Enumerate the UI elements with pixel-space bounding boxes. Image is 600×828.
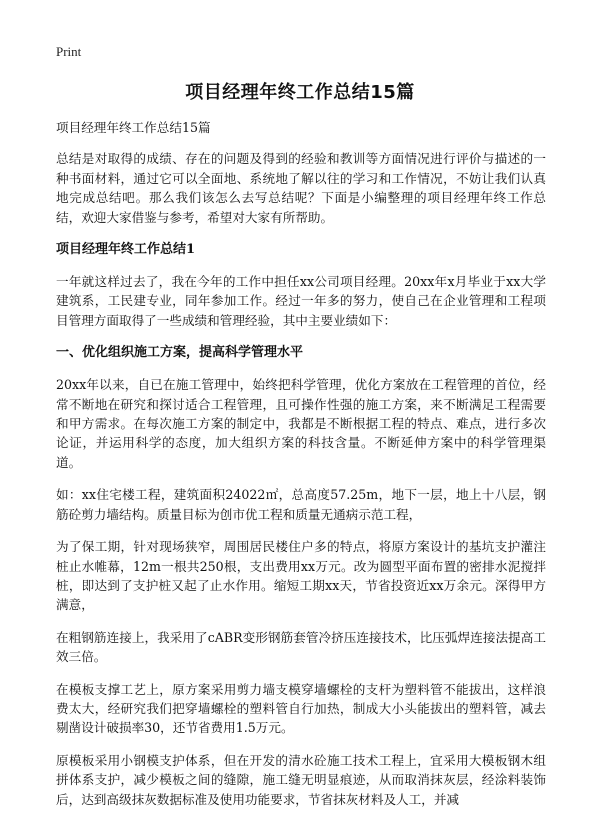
section-heading: 项目经理年终工作总结1: [56, 242, 196, 258]
paragraph: 在模板支撑工艺上，原方案采用剪力墙支模穿墙螺栓的支杆为塑料管不能拔出，这样浪费太大，经研究我们把穿墙螺栓的塑料管自行加热，制成大小头能拔出的塑料管，减去剔凿设计破损率30，还节省费用1.5万元。: [56, 681, 546, 736]
subsection-heading: 一、优化组织施工方案，提高科学管理水平: [56, 345, 304, 361]
article-subtitle: 项目经理年终工作总结15篇: [56, 120, 211, 135]
article-body: [56, 118, 546, 822]
paragraph: 一年就这样过去了，我在今年的工作中担任xx公司项目经理。20xx年x月毕业于xx大学建筑系，工民建专业，同年参加工作。经过一年多的努力，使自己在企业管理和工程项目管理方面取得了一些成绩和管理经验，其中主要业绩如下：: [56, 274, 546, 328]
intro-paragraph: 总结是对取得的成绩、存在的问题及得到的经验和教训等方面情况进行评价与描述的一种书面材料，通过它可以全面地、系统地了解以往的学习和工作情况，不妨让我们认真地完成总结吧。那么我们该怎么去写总结呢？下面是小编整理的项目经理年终工作总结，欢迎大家借鉴与参考，希望对大家有所帮助。: [56, 151, 546, 225]
page-title: 项目经理年终工作总结15篇: [185, 82, 415, 103]
paragraph: 为了保工期，针对现场狭窄，周围居民楼住户多的特点，将原方案设计的基坑支护灌注桩止水帷幕，12m一根共250根，支出费用xx万元。改为圆型平面布置的密排水泥搅拌桩，即达到了支护桩又起了止水作用。缩短工期xx天，节省投资近xx万余元。深得甲方满意，: [56, 539, 546, 613]
print-link[interactable]: Print: [56, 44, 82, 59]
paragraph: 在粗钢筋连接上，我采用了cABR变形钢筋套管冷挤压连接技术，比压弧焊连接法提高工效三倍。: [56, 629, 546, 665]
paragraph: 20xx年以来，自已在施工管理中，始终把科学管理，优化方案放在工程管理的首位，经常不断地在研究和探讨适合工程管理，且可操作性强的施工方案，来不断满足工程需要和甲方需求。在每次施工方案的制定中，我都是不断根据工程的特点、难点，进行多次论证，并运用科学的态度，加大组织方案的科技含量。不断延伸方案中的科学管理渠道。: [56, 377, 546, 470]
paragraph: 原模板采用小钢模支护体系，但在开发的清水砼施工技术工程上，宜采用大模板钢木组拼体系支护，减少模板之间的缝隙，施工缝无明显痕迹，从而取消抹灰层，经涂料装饰后，达到高级抹灰数据标准及使用功能要求，节省抹灰材料及人工，并减: [56, 752, 546, 807]
paragraph: 如：xx住宅楼工程，建筑面积24022㎡，总高度57.25m，地下一层，地上十八层，钢筋砼剪力墙结构。质量目标为创市优工程和质量无通病示范工程，: [56, 487, 546, 522]
